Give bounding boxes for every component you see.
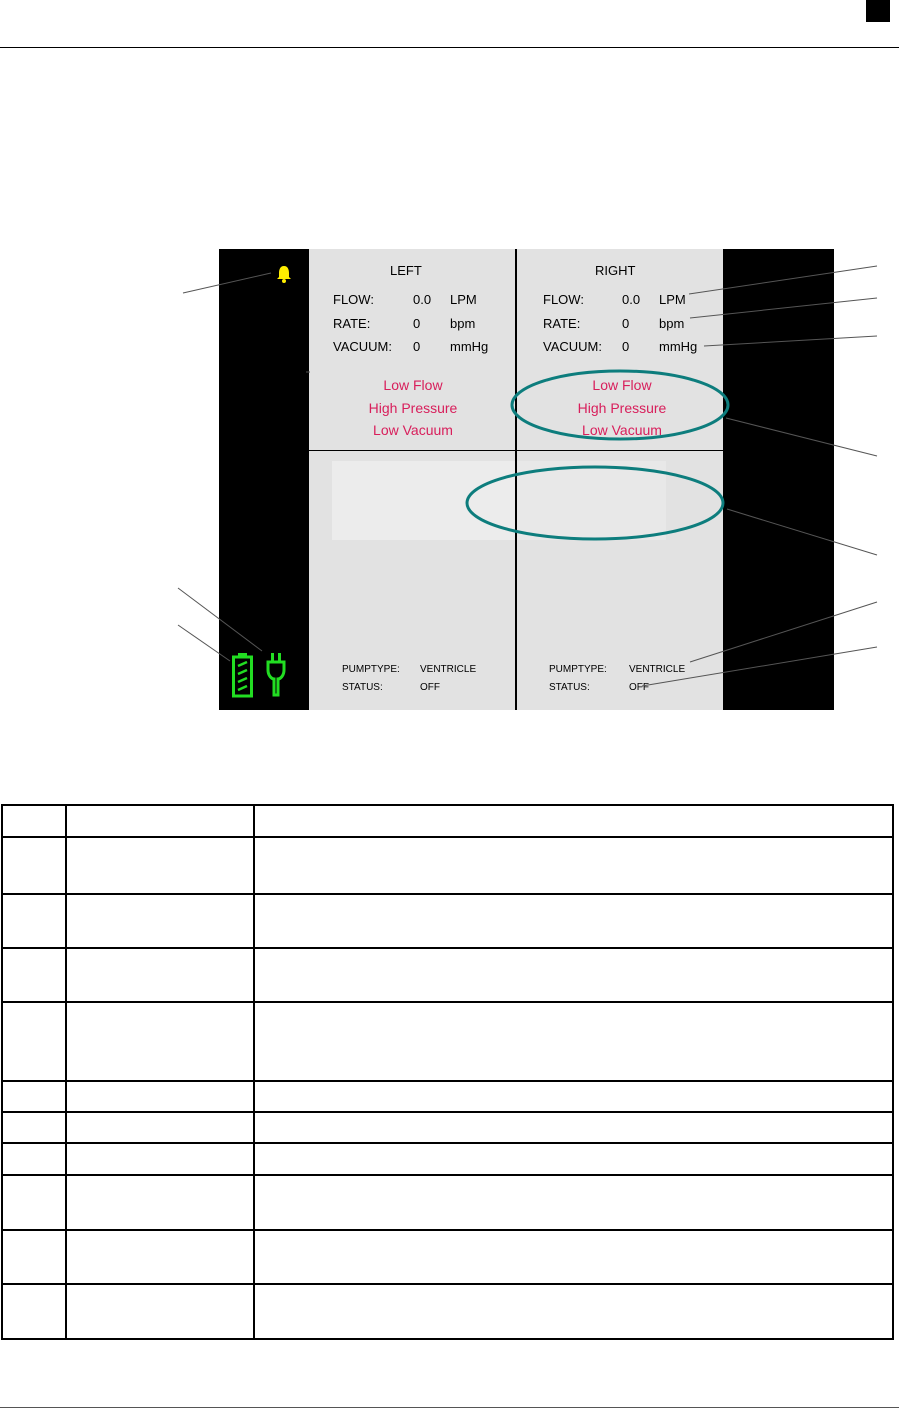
- left-flow-value: 0.0: [413, 292, 432, 307]
- device-screen: [219, 249, 834, 710]
- table-row: [2, 894, 893, 948]
- right-flow-value: 0.0: [622, 292, 641, 307]
- left-vacuum-label: VACUUM:: [333, 339, 392, 354]
- left-flow-unit: LPM: [450, 292, 477, 307]
- right-title: RIGHT: [595, 263, 636, 278]
- left-pumptype-value: VENTRICLE: [420, 664, 477, 675]
- right-pumptype-value: VENTRICLE: [629, 664, 686, 675]
- table-row: [2, 1175, 893, 1230]
- right-rate-label: RATE:: [543, 316, 581, 331]
- message-area-right: [517, 461, 666, 540]
- table-row: [2, 805, 893, 837]
- right-alarm-low-flow: Low Flow: [592, 377, 652, 393]
- left-vacuum-unit: mmHg: [450, 339, 489, 354]
- right-status-value: OFF: [629, 682, 649, 693]
- left-flow-label: FLOW:: [333, 292, 374, 307]
- footer-rule: [0, 1407, 899, 1408]
- left-pumptype-label: PUMPTYPE:: [342, 664, 400, 675]
- page-marker: [866, 0, 890, 22]
- legend-table: [1, 804, 894, 1340]
- table-row: [2, 1002, 893, 1081]
- right-vacuum-value: 0: [622, 339, 630, 354]
- left-alarm-high-pressure: High Pressure: [368, 400, 458, 416]
- table-row: [2, 1143, 893, 1175]
- panel-divider-vertical: [515, 249, 517, 710]
- table-row: [2, 837, 893, 894]
- left-rate-label: RATE:: [333, 316, 371, 331]
- left-rate-value: 0: [413, 316, 421, 331]
- left-alarm-low-flow: Low Flow: [383, 377, 443, 393]
- right-flow-unit: LPM: [659, 292, 686, 307]
- right-alarm-low-vacuum: Low Vacuum: [582, 422, 662, 438]
- header-rule: [0, 47, 899, 48]
- left-status-label: STATUS:: [342, 682, 383, 693]
- table-row: [2, 1230, 893, 1284]
- left-vacuum-value: 0: [413, 339, 421, 354]
- bell-icon: [276, 265, 292, 283]
- table-row: [2, 1081, 893, 1112]
- panel-divider-horizontal: [309, 450, 723, 451]
- left-status-value: OFF: [420, 682, 440, 693]
- right-status-label: STATUS:: [549, 682, 590, 693]
- right-vacuum-unit: mmHg: [659, 339, 698, 354]
- left-rate-unit: bpm: [450, 316, 476, 331]
- right-rate-value: 0: [622, 316, 630, 331]
- right-rate-unit: bpm: [659, 316, 685, 331]
- right-pumptype-label: PUMPTYPE:: [549, 664, 607, 675]
- table-row: [2, 948, 893, 1002]
- table-row: [2, 1284, 893, 1339]
- right-flow-label: FLOW:: [543, 292, 584, 307]
- battery-icon: [232, 652, 253, 698]
- table-row: [2, 1112, 893, 1143]
- pump-panel: [309, 249, 723, 710]
- right-vacuum-label: VACUUM:: [543, 339, 602, 354]
- right-alarm-high-pressure: High Pressure: [577, 400, 667, 416]
- plug-icon: [265, 651, 287, 698]
- left-alarm-low-vacuum: Low Vacuum: [373, 422, 453, 438]
- left-title: LEFT: [390, 263, 422, 278]
